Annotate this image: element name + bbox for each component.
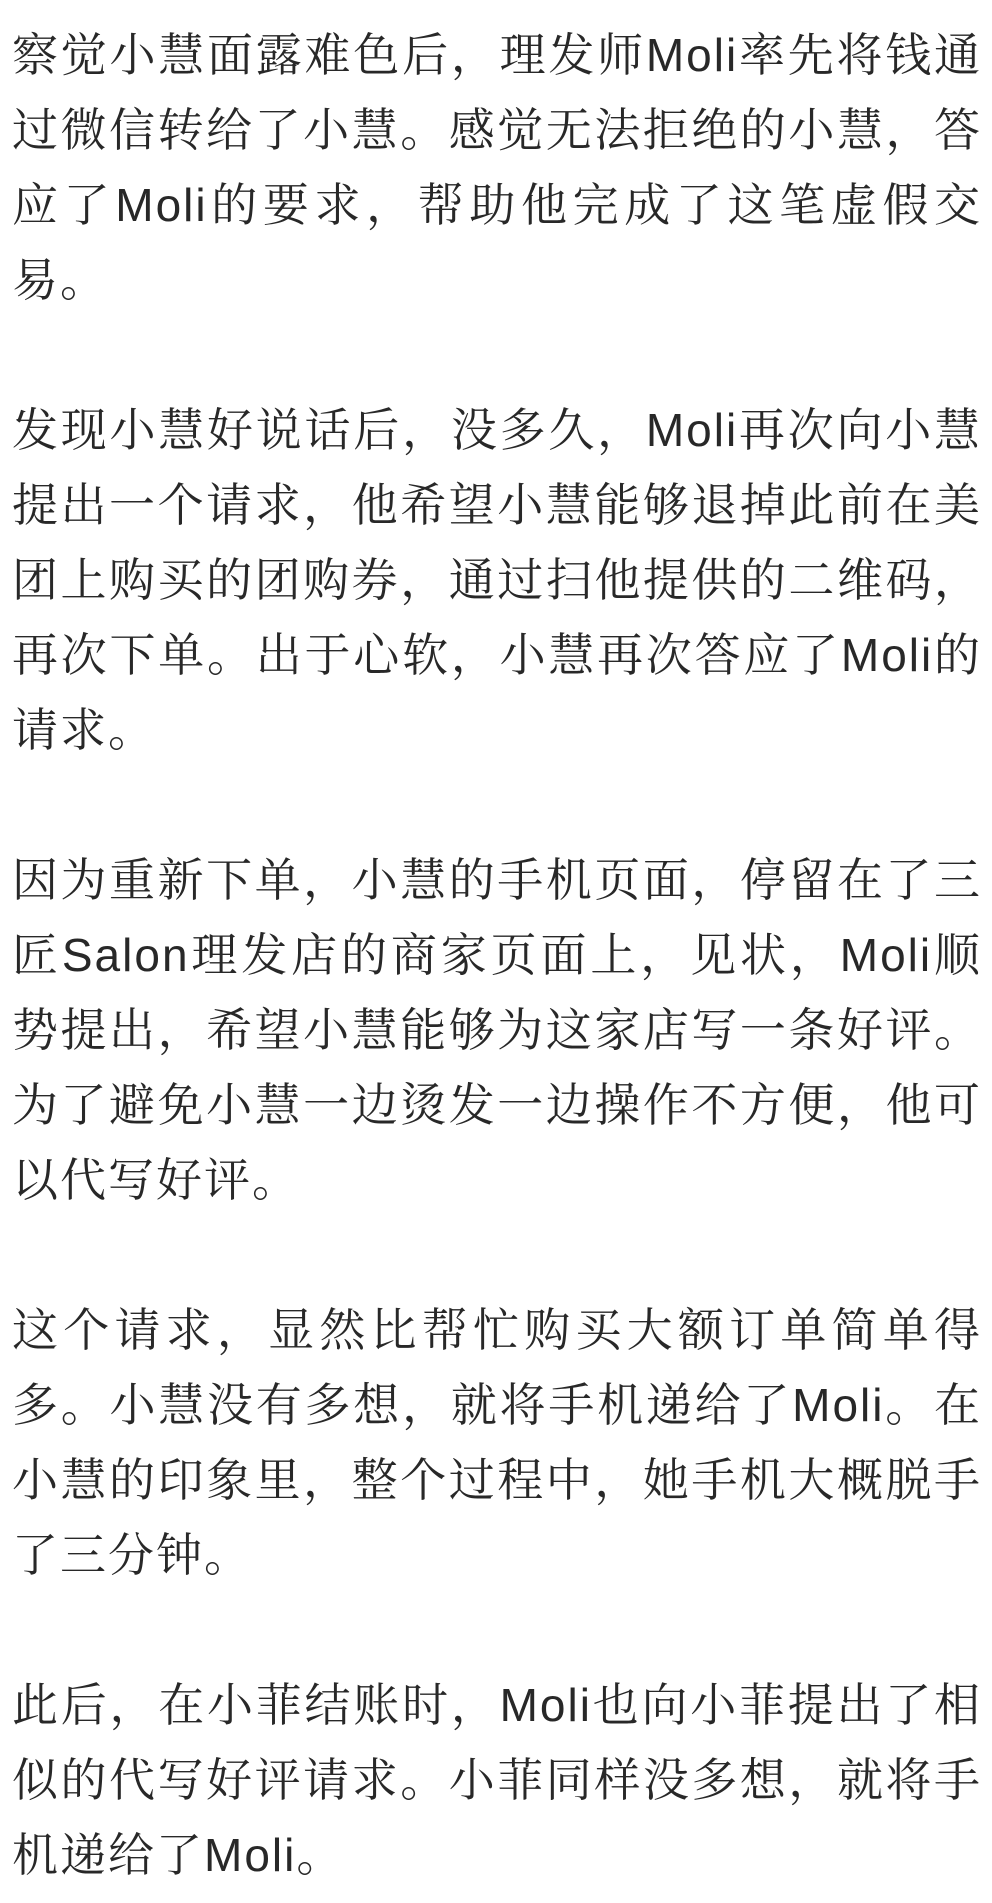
paragraph: 此后，在小菲结账时，Moli也向小菲提出了相似的代写好评请求。小菲同样没多想，就将手机递给了Moli。	[12, 1679, 982, 1881]
paragraph: 这个请求，显然比帮忙购买大额订单简单得多。小慧没有多想，就将手机递给了Moli。在小慧的印象里，整个过程中，她手机大概脱手了三分钟。	[12, 1304, 982, 1581]
paragraph: 发现小慧好说话后，没多久，Moli再次向小慧提出一个请求，他希望小慧能够退掉此前在美团上购买的团购券，通过扫他提供的二维码，再次下单。出于心软，小慧再次答应了Moli的请求。	[12, 404, 982, 756]
paragraph: 因为重新下单，小慧的手机页面，停留在了三匠Salon理发店的商家页面上，见状，Moli顺势提出，希望小慧能够为这家店写一条好评。为了避免小慧一边烫发一边操作不方便，他可以代写好评。	[12, 854, 982, 1206]
paragraph: 察觉小慧面露难色后，理发师Moli率先将钱通过微信转给了小慧。感觉无法拒绝的小慧，答应了Moli的要求，帮助他完成了这笔虚假交易。	[12, 29, 982, 306]
